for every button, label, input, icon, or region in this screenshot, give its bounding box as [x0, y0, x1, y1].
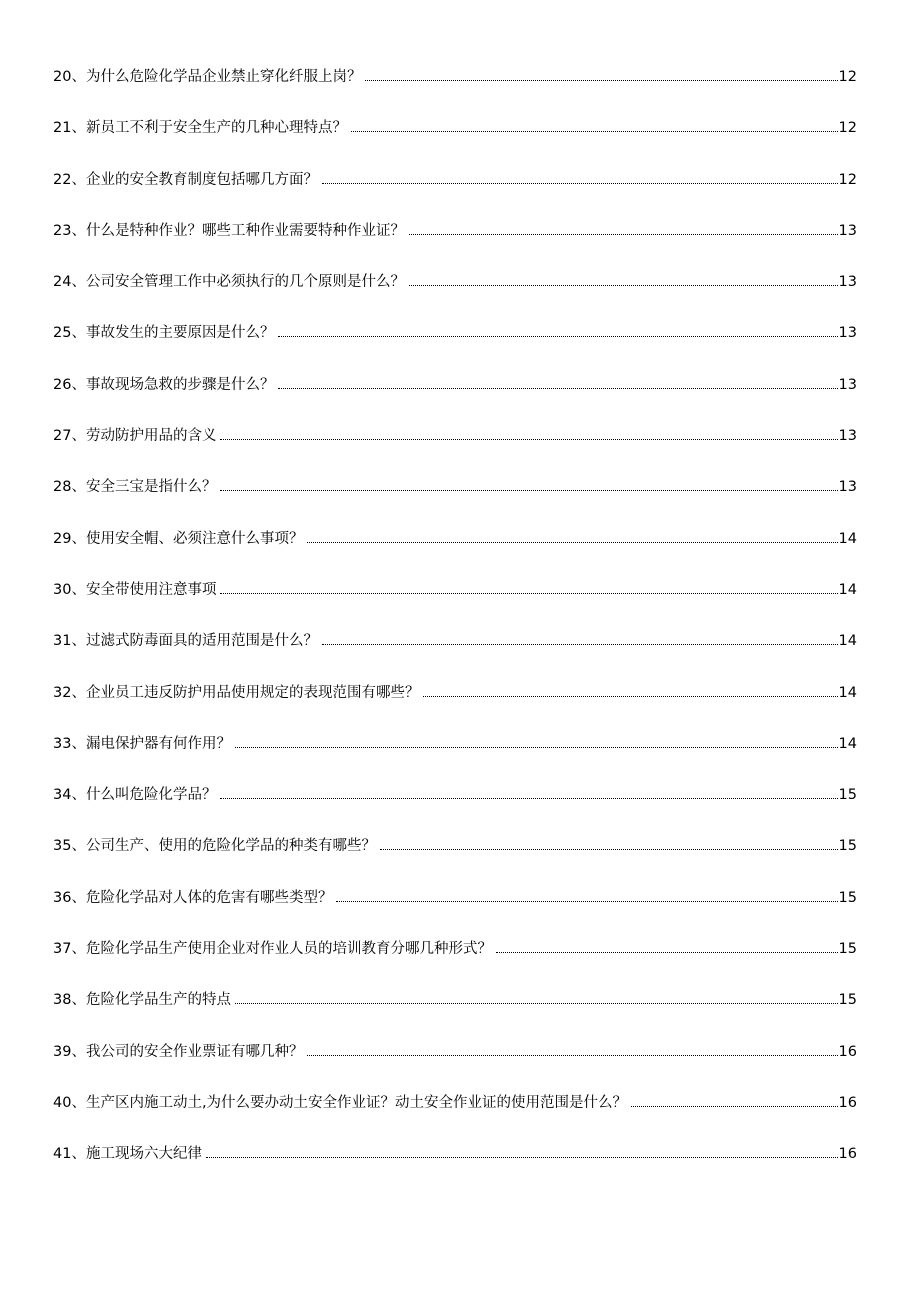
- toc-dot-leader: [351, 131, 838, 132]
- toc-dot-leader: [307, 1055, 837, 1056]
- toc-dot-leader: [423, 696, 837, 697]
- toc-entry-title: 33、漏电保护器有何作用？: [53, 735, 231, 752]
- toc-entry-page-number: 15: [838, 941, 857, 958]
- toc-entry[interactable]: [53, 834, 857, 885]
- toc-entry-page-number: 16: [838, 1146, 857, 1163]
- toc-entry[interactable]: [53, 321, 857, 372]
- toc-entry[interactable]: [53, 116, 857, 167]
- toc-dot-leader: [235, 1003, 838, 1004]
- toc-entry-page-number: 16: [838, 1094, 857, 1111]
- toc-entry-title: 26、事故现场急救的步骤是什么？: [53, 376, 275, 393]
- toc-entry-page-number: 14: [838, 684, 857, 701]
- toc-entry-title: 24、公司安全管理工作中必须执行的几个原则是什么？: [53, 274, 405, 291]
- toc-entry[interactable]: [53, 373, 857, 424]
- toc-dot-leader: [220, 490, 837, 491]
- toc-dot-leader: [278, 388, 837, 389]
- toc-entry-page-number: 15: [838, 992, 857, 1009]
- toc-entry[interactable]: [53, 629, 857, 680]
- toc-entry-title: 37、危险化学品生产使用企业对作业人员的培训教育分哪几种形式？: [53, 941, 492, 958]
- toc-entry-title: 36、危险化学品对人体的危害有哪些类型？: [53, 889, 333, 906]
- toc-dot-leader: [322, 644, 838, 645]
- toc-entry-page-number: 12: [838, 69, 857, 85]
- toc-entry-page-number: 12: [838, 120, 857, 137]
- toc-entry[interactable]: [53, 1091, 857, 1142]
- toc-entry-page-number: 14: [838, 735, 857, 752]
- toc-entry[interactable]: [53, 424, 857, 475]
- toc-entry-page-number: 13: [838, 479, 857, 496]
- toc-entry-title: 21、新员工不利于安全生产的几种心理特点？: [53, 120, 347, 137]
- toc-dot-leader: [220, 798, 837, 799]
- table-of-contents: [53, 65, 857, 1194]
- toc-entry-page-number: 16: [838, 1043, 857, 1060]
- toc-entry-title: 34、什么叫危险化学品？: [53, 787, 217, 804]
- toc-entry-title: 32、企业员工违反防护用品使用规定的表现范围有哪些？: [53, 684, 420, 701]
- toc-entry-page-number: 13: [838, 274, 857, 291]
- toc-entry-title: 29、使用安全帽、必须注意什么事项？: [53, 530, 304, 547]
- toc-entry-page-number: 13: [838, 222, 857, 239]
- toc-entry-title: 25、事故发生的主要原因是什么？: [53, 325, 275, 342]
- toc-dot-leader: [206, 1157, 838, 1158]
- toc-entry[interactable]: [53, 475, 857, 526]
- toc-entry-title: 27、劳动防护用品的含义: [53, 428, 217, 445]
- toc-entry-page-number: 14: [838, 581, 857, 598]
- toc-dot-leader: [365, 80, 837, 81]
- toc-dot-leader: [380, 849, 838, 850]
- toc-entry-title: 20、为什么危险化学品企业禁止穿化纤服上岗？: [53, 69, 362, 85]
- toc-dot-leader: [220, 439, 837, 440]
- toc-entry-page-number: 15: [838, 787, 857, 804]
- toc-dot-leader: [278, 336, 837, 337]
- toc-entry-title: 41、施工现场六大纪律: [53, 1146, 202, 1163]
- toc-dot-leader: [409, 234, 838, 235]
- toc-dot-leader: [336, 901, 837, 902]
- toc-entry-title: 22、企业的安全教育制度包括哪几方面？: [53, 171, 318, 188]
- toc-entry-page-number: 14: [838, 530, 857, 547]
- toc-entry-title: 31、过滤式防毒面具的适用范围是什么？: [53, 633, 318, 650]
- toc-entry[interactable]: [53, 527, 857, 578]
- toc-entry-page-number: 14: [838, 633, 857, 650]
- toc-entry[interactable]: [53, 578, 857, 629]
- toc-entry-title: 39、我公司的安全作业票证有哪几种？: [53, 1043, 304, 1060]
- toc-dot-leader: [307, 542, 837, 543]
- toc-entry-title: 30、安全带使用注意事项: [53, 581, 217, 598]
- toc-entry[interactable]: [53, 65, 857, 116]
- toc-entry[interactable]: [53, 783, 857, 834]
- toc-entry-title: 40、生产区内施工动土,为什么要办动土安全作业证？动土安全作业证的使用范围是什么？: [53, 1094, 628, 1111]
- toc-entry[interactable]: [53, 219, 857, 270]
- toc-entry-page-number: 15: [838, 889, 857, 906]
- toc-dot-leader: [631, 1106, 837, 1107]
- toc-dot-leader: [220, 593, 837, 594]
- toc-entry[interactable]: [53, 168, 857, 219]
- toc-entry-page-number: 13: [838, 325, 857, 342]
- toc-entry-page-number: 13: [838, 376, 857, 393]
- toc-entry[interactable]: [53, 937, 857, 988]
- toc-entry-title: 28、安全三宝是指什么？: [53, 479, 217, 496]
- toc-entry-page-number: 12: [838, 171, 857, 188]
- toc-entry-title: 23、什么是特种作业？哪些工种作业需要特种作业证？: [53, 222, 405, 239]
- toc-entry[interactable]: [53, 988, 857, 1039]
- toc-entry[interactable]: [53, 681, 857, 732]
- toc-entry[interactable]: [53, 886, 857, 937]
- toc-entry-title: 38、危险化学品生产的特点: [53, 992, 231, 1009]
- toc-entry[interactable]: [53, 270, 857, 321]
- toc-dot-leader: [235, 747, 838, 748]
- toc-entry[interactable]: [53, 732, 857, 783]
- toc-entry-page-number: 13: [838, 428, 857, 445]
- toc-entry-title: 35、公司生产、使用的危险化学品的种类有哪些？: [53, 838, 376, 855]
- toc-entry[interactable]: [53, 1142, 857, 1193]
- toc-dot-leader: [409, 285, 838, 286]
- toc-entry[interactable]: [53, 1040, 857, 1091]
- toc-entry-page-number: 15: [838, 838, 857, 855]
- toc-dot-leader: [496, 952, 838, 953]
- toc-dot-leader: [322, 183, 838, 184]
